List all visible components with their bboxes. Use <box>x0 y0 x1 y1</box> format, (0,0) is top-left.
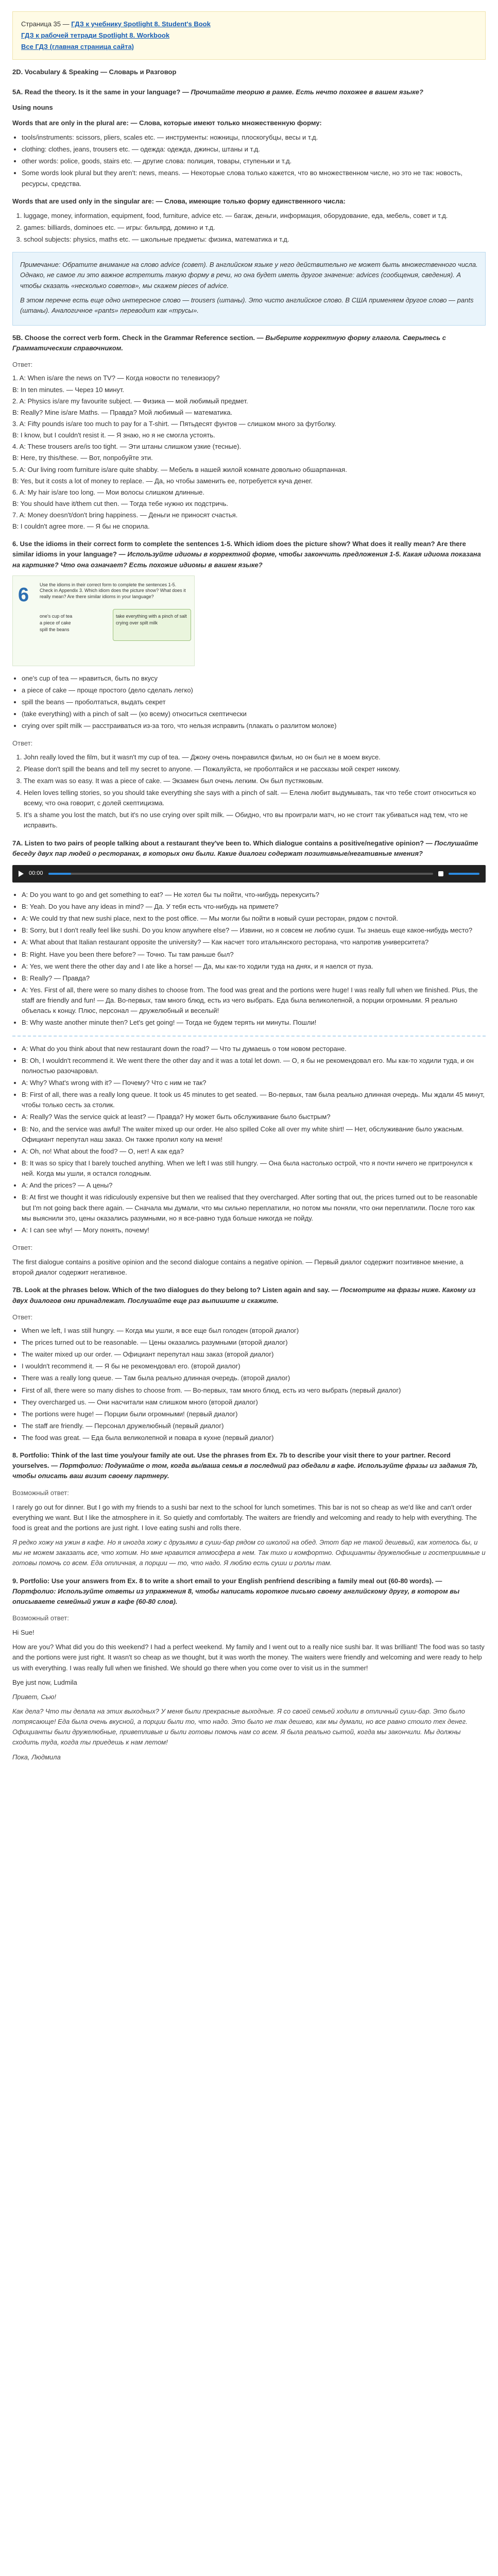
idiom-column-right: take everything with a pinch of salt crying over spilt milk <box>116 613 187 625</box>
answer-label: Ответ: <box>12 739 33 748</box>
list-item: • B: Sorry, but I don't really feel like sushi. Do you know anywhere else? — Извини, но я совсем не люблю суши. Ты знаешь еще какое-нибудь место? <box>22 925 486 936</box>
ex6-title: 6. Use the idioms in their correct form to complete the sentences 1-5. Which idiom does the picture show? What does it really mean? Are there similar idioms in your language? — Используйте идиомы в корректной форме, чтобы закончить предложения 1-5. Какая идиома показана на картинке? Что она означает? Есть похожие идиомы в вашем языке? <box>12 540 481 569</box>
note-box <box>12 252 486 326</box>
nav-box <box>12 11 486 60</box>
list-item: • other words: police, goods, stairs etc. — другие слова: полиция, товары, ступеньки и т.д. <box>22 156 486 166</box>
answer-label: Возможный ответ: <box>12 1614 69 1622</box>
answer-line: 2. A: Physics is/are my favourite subject. — Физика — мой любимый предмет. <box>12 397 248 405</box>
audio-time: 00:00 <box>29 870 43 877</box>
note-paragraph: В этом перечне есть еще одно интересное слово — trousers (штаны). Это чисто английское слово. В США применяем другое слово — pants (штаны). Аналогичное «pants» переводит как «трусы». <box>20 296 474 314</box>
ex9-title: 9. Portfolio: Use your answers from Ex. 8 to write a short email to your English penfriend describing a family meal out (60-80 words). — Портфолио: Используйте ответы из упражнения 8, чтобы написать короткое письмо своему английскому другу, в котором вы описываете семейный ужин в кафе (60-80 слов). <box>12 1577 460 1605</box>
answer-line: B: I couldn't agree more. — Я бы не спорила. <box>12 522 150 531</box>
ex6-answers <box>12 752 486 831</box>
audio-progress[interactable] <box>48 873 433 875</box>
list-item: • Some words look plural but they aren't: news, means. — Некоторые слова только кажется, что во множественном числе, но это не так: новость, ресурсы, средства. <box>22 168 486 189</box>
list-item: • crying over spilt milk — расстраиваться из-за того, что нельзя исправить (плакать о разлитом молоке) <box>22 721 486 731</box>
list-item: • one's cup of tea — нравиться, быть по вкусу <box>22 673 486 684</box>
list-item: • A: Yes, we went there the other day and I ate like a horse! — Да, мы как-то ходили туда на днях, и я наелся от пуза. <box>22 961 486 972</box>
list-item: • B: At first we thought it was ridiculously expensive but then we realised that they overcharged. After sorting that out, the prices turned out to be reasonable but I'm not going back there again. — Сначала мы думали, что мы сильно переплатили, но потом мы поняли, что они переплатили. После того как мы выяснили это, цены оказались разумными, но я все-равно туда больше никогда не пойду. <box>22 1192 486 1223</box>
ex8-answer-ru: Я редко хожу на ужин в кафе. Но я иногда хожу с друзьями в суши-бар рядом со школой на обед. Этот бар не такой дешевый, как хотелось бы, и мы не можем заказать все, что хотим. Но мне нравится атмосфера в нем. Так тихо и комфортно. Официанты дружелюбные и гостеприимные и готовы помочь со всем. Еда отличная, а порции — то, что надо. Я люблю есть суши и роллы там. <box>12 1538 486 1567</box>
ex7a-answer: The first dialogue contains a positive opinion and the second dialogue contains a negative opinion. — Первый диалог содержит позитивное мнение, а второй диалог содержит негативное. <box>12 1258 463 1277</box>
answer-line: 3. A: Fifty pounds is/are too much to pay for a T-shirt. — Пятьдесят фунтов — слишком много за футболку. <box>12 419 336 428</box>
answer-label: Ответ: <box>12 1243 33 1251</box>
answer-line: B: Yes, but it costs a lot of money to replace. — Да, но чтобы заменить ее, потребуется куча денег. <box>12 477 313 485</box>
list-item: • When we left, I was still hungry. — Когда мы ушли, я все еще был голоден (второй диалог) <box>22 1326 486 1336</box>
list-item: • I wouldn't recommend it. — Я бы не рекомендовал его. (второй диалог) <box>22 1361 486 1371</box>
answer-label: Возможный ответ: <box>12 1488 69 1497</box>
ex5b-title: 5B. Choose the correct verb form. Check in the Grammar Reference section. — Выберите корректную форму глагола. Сверьтесь с Грамматическим справочником. <box>12 333 446 352</box>
dialogue-2 <box>12 1044 486 1235</box>
list-item: • First of all, there were so many dishes to choose from. — Во-первых, там много блюд, есть из чего выбрать (первый диалог) <box>22 1385 486 1396</box>
speaker-icon[interactable] <box>438 871 443 876</box>
list-item: • A: I can see why! — Могу понять, почему! <box>22 1225 486 1235</box>
list-item: • a piece of cake — проще простого (дело сделать легко) <box>22 685 486 696</box>
list-item: • (take everything) with a pinch of salt — (ко всему) относиться скептически <box>22 709 486 719</box>
note-paragraph: Примечание: Обратите внимание на слово advice (совет). В английском языке у него действительно не может быть множественного числа. Однако, не самое ли это важное встретить такую форму в речи, но она будет иметь другое значение: advices (сообщения, сведения). А чтобы сказать «несколько советов», мы скажем pieces of advice. <box>20 261 478 290</box>
home-link[interactable]: Все ГДЗ (главная страница сайта) <box>21 43 134 51</box>
divider <box>12 1036 486 1037</box>
ex8-answer-en: I rarely go out for dinner. But I go with my friends to a sushi bar next to the school for lunch sometimes. This bar is not so cheap as we'd like and can't order everything we want. But I like the atmosphere in it. So quietly and comfortably. The waiters are friendly and welcoming and ready to help with everything. The food is great and the portions are just right. I love eating sushi and rolls there. <box>12 1503 477 1532</box>
answer-line: B: I know, but I couldn't resist it. — Я знаю, но я не смогла устоять. <box>12 431 215 439</box>
list-item: • A: Do you want to go and get something to eat? — Не хотел бы ты пойти, что-нибудь перекусить? <box>22 890 486 900</box>
email-greeting-en: Hi Sue! <box>12 1629 35 1637</box>
section-title: 2D. Vocabulary & Speaking — Словарь и Разговор <box>12 68 177 76</box>
ex5a-title: 5A. Read the theory. Is it the same in your language? — Прочитайте теорию в рамке. Есть нечто похожее в вашем языке? <box>12 88 423 96</box>
ex7a-title: 7A. Listen to two pairs of people talking about a restaurant they've been to. Which dialogue contains a positive/negative opinion? — Послушайте беседу двух пар людей о ресторанах, в которых они были. Какие диалоги содержат позитивные/негативные мнения? <box>12 839 478 857</box>
list-item: • B: No, and the service was awful! The waiter mixed up our order. He also spilled Coke all over my white shirt! — Нет, обслуживание было ужасным. Официант перепутал наш заказ. Он также пролил колу на меня! <box>22 1124 486 1145</box>
list-item: • The waiter mixed up our order. — Официант перепутал наш заказ (второй диалог) <box>22 1349 486 1360</box>
students-book-link[interactable]: ГДЗ к учебнику Spotlight 8. Student's Book <box>71 20 211 28</box>
list-item: • A: We could try that new sushi place, next to the post office. — Мы могли бы пойти в новый суши ресторан, рядом с почтой. <box>22 913 486 924</box>
list-item: 3. school subjects: physics, maths etc. — школьные предметы: физика, математика и т.д. <box>24 234 486 245</box>
list-item: • clothing: clothes, jeans, trousers etc. — одежда: одежда, джинсы, штаны и т.д. <box>22 144 486 155</box>
answer-label: Ответ: <box>12 1313 33 1321</box>
list-item: 1. John really loved the film, but it wasn't my cup of tea. — Джону очень понравился фильм, но он был не в моем вкусе. <box>24 752 486 762</box>
list-item: • A: Oh, no! What about the food? — О, нет! А как еда? <box>22 1146 486 1157</box>
singular-list <box>12 211 486 245</box>
answer-line: 1. A: When is/are the news on TV? — Когда новости по телевизору? <box>12 374 220 382</box>
list-item: • A: And the prices? — А цены? <box>22 1180 486 1191</box>
singular-title: Words that are used only in the singular are: — Слова, имеющие только форму единственного числа: <box>12 197 346 205</box>
list-item: • tools/instruments: scissors, pliers, scales etc. — инструменты: ножницы, плоскогубцы, весы и т.д. <box>22 132 486 143</box>
textbook-instructions: Use the idioms in their correct form to complete the sentences 1-5. Check in Appendix 3. Which idiom does the picture show? What does it really mean? Are there similar idioms in your language? <box>40 582 186 600</box>
list-item: 2. games: billiards, dominoes etc. — игры: бильярд, домино и т.д. <box>24 223 486 233</box>
list-item: 3. The exam was so easy. It was a piece of cake. — Экзамен был очень легким. Он был пустяковым. <box>24 776 486 786</box>
answer-line: 4. A: These trousers are/is too tight. — Эти штаны слишком узкие (тесные). <box>12 443 242 451</box>
list-item: • A: Yes. First of all, there were so many dishes to choose from. The food was great and the portions were huge! I was really full when we finished. Plus, the staff are friendly and fun! — Да. Во-первых, там много блюд, есть из чего выбрать. Еда была великолепной, а порции огромными. Я реально объелась к концу. Плюс, персонал — дружелюбный и веселый! <box>22 985 486 1016</box>
audio-player[interactable] <box>12 865 486 883</box>
idiom-column-left: one's cup of tea a piece of cake spill the beans <box>40 613 73 632</box>
list-item: • B: First of all, there was a really long queue. It took us 45 minutes to get seated. — Во-первых, там была реально длинная очередь. Мы ждали 45 минут, чтобы только сесть за столик. <box>22 1090 486 1110</box>
list-item: • B: Oh, I wouldn't recommend it. We went there the other day and it was a total let down. — О, я бы не рекомендовал его. Мы как-то ходили туда, и он полностью разочаровал. <box>22 1056 486 1076</box>
volume-slider[interactable] <box>449 873 479 875</box>
email-signoff-ru: Пока, Людмила <box>12 1753 61 1761</box>
answer-line: B: You should have it/them cut then. — Тогда тебе нужно их подстричь. <box>12 499 229 507</box>
list-item: 5. It's a shame you lost the match, but it's no use crying over spilt milk. — Обидно, что вы проиграли матч, но не стоит так убиваться над тем, что не исправить. <box>24 810 486 831</box>
list-item: • There was a really long queue. — Там была реально длинная очередь. (второй диалог) <box>22 1373 486 1383</box>
list-item: • A: What about that Italian restaurant opposite the university? — Как насчет того итальянского ресторана, что напротив университета? <box>22 937 486 947</box>
list-item: • The prices turned out to be reasonable. — Цены оказались разумными (второй диалог) <box>22 1337 486 1348</box>
list-item: 4. Helen loves telling stories, so you should take everything she says with a pinch of salt. — Елена любит выдумывать, так что тебе стоит относиться ко всему, что она говорит, с долей скептицизма. <box>24 788 486 808</box>
dialogue-1 <box>12 890 486 1028</box>
play-icon[interactable] <box>19 871 24 877</box>
ex8-title: 8. Portfolio: Think of the last time you/your family ate out. Use the phrases from Ex. 7b to describe your visit there to your partner. Record yourselves. — Портфолио: Подумайте о том, когда вы/ваша семья в последний раз обедали в кафе. Используйте фразы из задания 7b, чтобы описать ваш визит своему партнеру. <box>12 1451 478 1480</box>
plural-title: Words that are only in the plural are: — Слова, которые имеют только множественную форму: <box>12 118 322 127</box>
list-item: • A: Really? Was the service quick at least? — Правда? Ну может быть обслуживание было быстрым? <box>22 1112 486 1122</box>
list-item: • B: Why waste another minute then? Let's get going! — Тогда не будем терять ни минуты. Пошли! <box>22 1018 486 1028</box>
email-body-en: How are you? What did you do this weekend? I had a perfect weekend. My family and I went out to a really nice sushi bar. It was brilliant! The food was so tasty and the portions were just right. It wasn't so cheap as we thought, but it was worth the money. The waiters were friendly and welcoming and were ready to help us with everything. I was really full when we finished. We should go there when you come over to visit us in the summer! <box>12 1643 485 1672</box>
using-nouns-title: Using nouns <box>12 103 53 111</box>
answer-label: Ответ: <box>12 361 33 369</box>
exercise-number: 6 <box>18 584 29 606</box>
ex7b-title: 7B. Look at the phrases below. Which of the two dialogues do they belong to? Listen again and say. — Посмотрите на фразы ниже. Какому из двух диалогов они принадлежат. Послушайте еще раз выпишите и скажите. <box>12 1286 476 1304</box>
email-greeting-ru: Привет, Сью! <box>12 1692 56 1701</box>
answer-line: 6. A: My hair is/are too long. — Мои волосы слишком длинные. <box>12 488 204 496</box>
ex7b-answers <box>12 1326 486 1443</box>
list-item: 2. Please don't spill the beans and tell my secret to anyone. — Пожалуйста, не проболтайся и не рассказы мой секрет никому. <box>24 764 486 774</box>
answer-line: B: Here, try this/these. — Вот, попробуйте эти. <box>12 454 153 462</box>
list-item: • They overcharged us. — Они насчитали нам слишком много (второй диалог) <box>22 1397 486 1408</box>
list-item: • B: It was so spicy that I barely touched anything. When we left I was still hungry. — Она была настолько острой, что я почти ничего не притронулся к ней. Когда мы ушли, я остался голодным. <box>22 1158 486 1179</box>
list-item: • A: Why? What's wrong with it? — Почему? Что с ним не так? <box>22 1078 486 1088</box>
ex5b-answers <box>12 373 486 532</box>
list-item: • The portions were huge! — Порции были огромными! (первый диалог) <box>22 1409 486 1419</box>
list-item: • B: Right. Have you been there before? — Точно. Ты там раньше был? <box>22 950 486 960</box>
list-item: 1. luggage, money, information, equipment, food, furniture, advice etc. — багаж, деньги, информация, оборудование, еда, мебель, совет и т.д. <box>24 211 486 221</box>
answer-line: B: Really? Mine is/are Maths. — Правда? Мой любимый — математика. <box>12 408 233 416</box>
list-item: • The food was great. — Еда была великолепной и повара в кухне (первый диалог) <box>22 1433 486 1443</box>
list-item: • B: Really? — Правда? <box>22 973 486 984</box>
answer-line: B: In ten minutes. — Через 10 минут. <box>12 385 125 394</box>
idiom-list <box>12 673 486 732</box>
list-item: • B: Yeah. Do you have any ideas in mind? — Да. У тебя есть что-нибудь на примете? <box>22 902 486 912</box>
list-item: • The staff are friendly. — Персонал дружелюбный (первый диалог) <box>22 1421 486 1431</box>
textbook-image <box>12 575 195 666</box>
plural-list <box>12 132 486 189</box>
answer-line: 5. A: Our living room furniture is/are quite shabby. — Мебель в нашей жилой комнате довольно обшарпанная. <box>12 465 347 473</box>
email-signoff-en: Bye just now, Ludmila <box>12 1678 77 1686</box>
page-label: Страница 35 — <box>21 20 70 28</box>
email-body-ru: Как дела? Что ты делала на этих выходных? У меня были прекрасные выходные. Я со своей семьей ходили в отличный суши-бар. Это было потрясающе! Еда была очень вкусной, а порции были то, что надо. Это было не так дешево, как мы думали, но все равно стоило тех денег. Официанты были дружелюбные, приветливые и были готовы помочь нам со всем. Я была реально сытой, когда мы закончили. Мы должны сходить туда, когда ты приедешь к нам летом! <box>12 1707 468 1747</box>
list-item: • spill the beans — проболтаться, выдать секрет <box>22 697 486 707</box>
list-item: • A: What do you think about that new restaurant down the road? — Что ты думаешь о том новом ресторане. <box>22 1044 486 1054</box>
answer-line: 7. A: Money doesn't/don't bring happiness. — Деньги не приносят счастья. <box>12 511 238 519</box>
workbook-link[interactable]: ГДЗ к рабочей тетради Spotlight 8. Workbook <box>21 31 170 40</box>
